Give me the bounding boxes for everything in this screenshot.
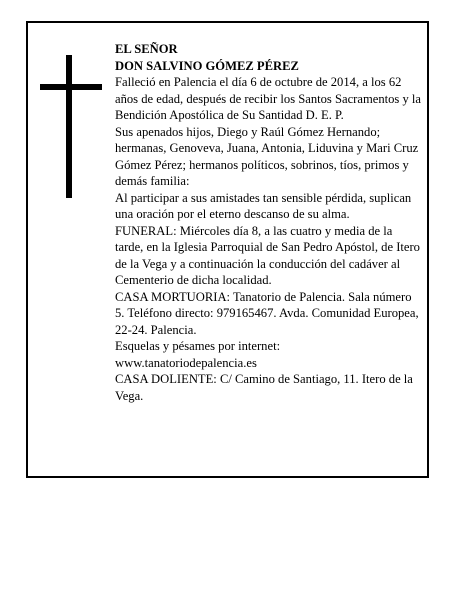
family-list: Sus apenados hijos, Diego y Raúl Gómez Hernando; hermanas, Genoveva, Juana, Antonia, Liduvina y Mari Cruz Gómez Pérez; hermanos políticos, sobrinos, tíos, primos y demás familia: [115,124,419,188]
death-announcement: Falleció en Palencia el día 6 de octubre de 2014, a los 62 años de edad, después de recibir los Santos Sacramentos y la Bendición Apostólica de Su Santidad D. E. P. [115,75,422,122]
prayer-request: Al participar a sus amistades tan sensible pérdida, suplican una oración por el eterno descanso de su alma. [115,190,412,221]
cross-horizontal-bar [40,84,102,90]
mourning-home: CASA DOLIENTE: C/ Camino de Santiago, 11. Itero de la Vega. [115,372,413,403]
heading-title: EL SEÑOR [115,42,178,56]
internet-condolences: Esquelas y pésames por internet: www.tanatoriodepalencia.es [115,339,281,370]
deceased-name: DON SALVINO GÓMEZ PÉREZ [115,58,299,73]
funeral-details: FUNERAL: Miércoles día 8, a las cuatro y media de la tarde, en la Iglesia Parroquial de San Pedro Apóstol, de Itero de la Vega y a continuación la conducción del cadáver al Cementerio de dicha localidad. [115,223,420,287]
mortuary-details: CASA MORTUORIA: Tanatorio de Palencia. Sala número 5. Teléfono directo: 979165467. Avda. Comunidad Europea, 22-24. Palencia. [115,289,419,337]
notice-text [115,41,423,404]
obituary-notice [26,21,429,478]
cross-vertical-bar [66,55,72,198]
